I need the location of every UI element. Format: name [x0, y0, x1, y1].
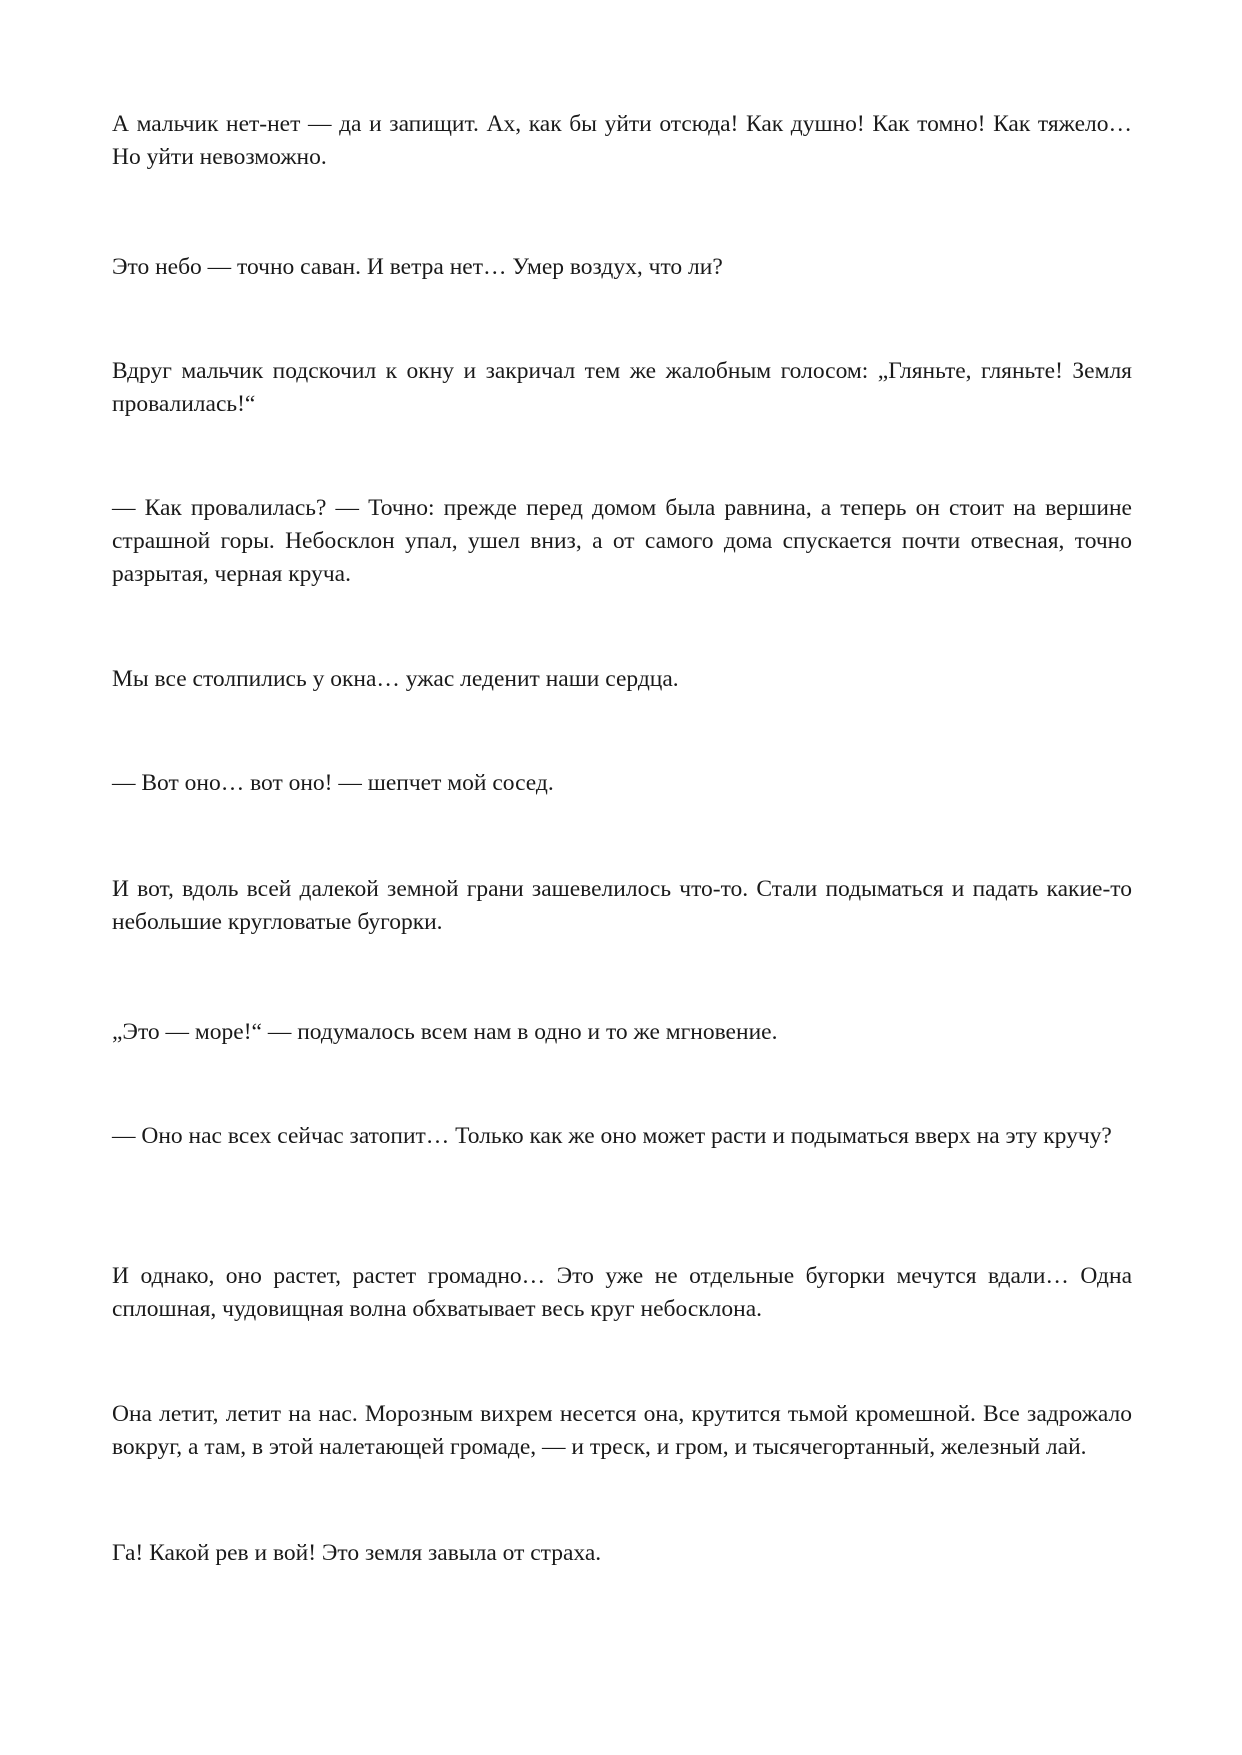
paragraph: Га! Какой рев и вой! Это земля завыла от страха. — [112, 1540, 602, 1566]
paragraph: Это небо — точно саван. И ветра нет… Умер воздух, что ли? — [112, 254, 723, 280]
paragraph: — Вот оно… вот оно! — шепчет мой сосед. — [112, 770, 554, 796]
paragraph: Вдруг мальчик подскочил к окну и закричал тем же жалобным голосом: „Гляньте, гляньте! Земля провалилась!“ — [112, 358, 1132, 417]
paragraph: Мы все столпились у окна… ужас леденит наши сердца. — [112, 666, 679, 692]
paragraph: А мальчик нет-нет — да и запищит. Ах, как бы уйти отсюда! Как душно! Как томно! Как тяжело… Но уйти невозможно. — [112, 111, 1132, 170]
paragraph: Она летит, летит на нас. Морозным вихрем несется она, крутится тьмой кромешной. Все задрожало вокруг, а там, в этой налетающей громаде, — и треск, и гром, и тысячегортанный, железный лай. — [112, 1401, 1132, 1460]
paragraph: И вот, вдоль всей далекой земной грани зашевелилось что-то. Стали подыматься и падать какие-то небольшие кругловатые бугорки. — [112, 876, 1132, 935]
paragraph: „Это — море!“ — подумалось всем нам в одно и то же мгновение. — [112, 1019, 778, 1045]
paragraph: — Оно нас всех сейчас затопит… Только как же оно может расти и подыматься вверх на эту кручу? — [112, 1123, 1112, 1149]
paragraph: И однако, оно растет, растет громадно… Это уже не отдельные бугорки мечутся вдали… Одна сплошная, чудовищная волна обхватывает весь круг небосклона. — [112, 1263, 1132, 1322]
paragraph: — Как провалилась? — Точно: прежде перед домом была равнина, а теперь он стоит на вершине страшной горы. Небосклон упал, ушел вниз, а от самого дома спускается почти отвесная, точно разрытая, черная круча. — [112, 495, 1132, 587]
